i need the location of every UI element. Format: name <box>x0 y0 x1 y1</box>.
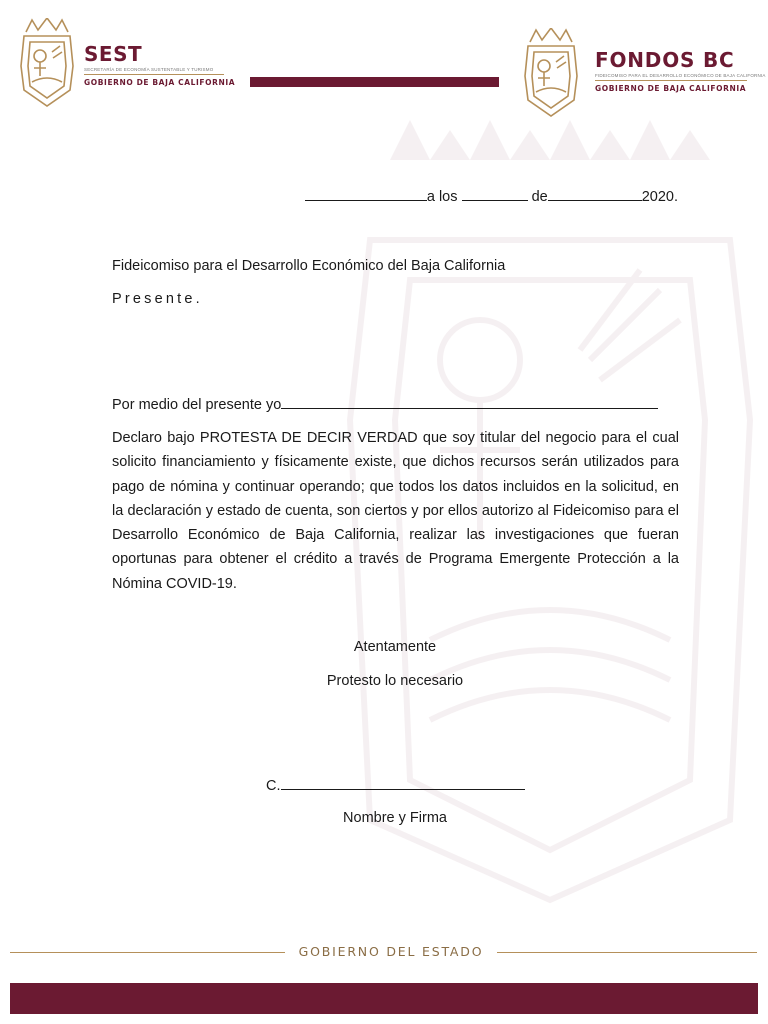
declaration-paragraph: Declaro bajo PROTESTA DE DECIR VERDAD que soy titular del negocio para el cual solicito financiamiento y físicamente existe, que dichos recursos serán utilizados para pago de nómina y continuar operando; que todos los datos incluidos en la solicitud, en la declaración y estado de cuenta, son ciertos y por ellos autorizo al Fideicomiso para el Desarrollo Económico de Baja California, realizar las investigaciones que fueran oportunas para obtener el crédito a través de Programa Emergente Protección a la Nómina COVID-19. <box>112 430 679 592</box>
state-seal-icon <box>522 28 580 118</box>
intro-line <box>112 395 658 413</box>
sest-subtitle: SECRETARÍA DE ECONOMÍA SUSTENTABLE Y TURISMO <box>84 67 214 72</box>
day-blank[interactable] <box>462 187 528 201</box>
fondos-bc-name: FONDOS BC <box>595 48 735 72</box>
place-blank[interactable] <box>305 187 427 201</box>
signature-prefix: C. <box>266 778 281 794</box>
intro-text: Por medio del presente yo <box>112 397 282 413</box>
sest-name: SEST <box>84 42 143 66</box>
footer-rule-right <box>497 952 757 953</box>
sest-government: GOBIERNO DE BAJA CALIFORNIA <box>84 78 236 87</box>
fondos-bc-rule <box>595 80 747 81</box>
date-year: 2020. <box>641 189 678 205</box>
signature-blank[interactable] <box>281 776 525 790</box>
fondos-bc-logo <box>595 50 766 93</box>
protesto: Protesto lo necesario <box>326 673 464 689</box>
addressee: Fideicomiso para el Desarrollo Económico del Baja California <box>112 258 506 274</box>
fondos-bc-government: GOBIERNO DE BAJA CALIFORNIA <box>595 84 747 93</box>
header-divider-bar <box>250 77 499 87</box>
closing: Atentamente <box>353 639 437 655</box>
sest-rule <box>84 74 224 75</box>
date-line <box>305 187 678 205</box>
signature-label: Nombre y Firma <box>343 810 447 826</box>
fondos-bc-subtitle: FIDEICOMISO PARA EL DESARROLLO ECONÓMICO DE BAJA CALIFORNIA <box>595 73 766 78</box>
footer-label: GOBIERNO DEL ESTADO <box>298 944 484 959</box>
footer-rule-left <box>10 952 285 953</box>
state-seal-icon <box>18 18 76 108</box>
date-de: de <box>531 189 548 205</box>
name-blank[interactable] <box>281 395 658 409</box>
presente: Presente. <box>112 291 203 307</box>
date-a-los: a los <box>426 189 458 205</box>
footer-bar <box>10 983 758 1014</box>
signature-line <box>266 776 525 794</box>
month-blank[interactable] <box>548 187 642 201</box>
sest-logo <box>84 44 235 87</box>
